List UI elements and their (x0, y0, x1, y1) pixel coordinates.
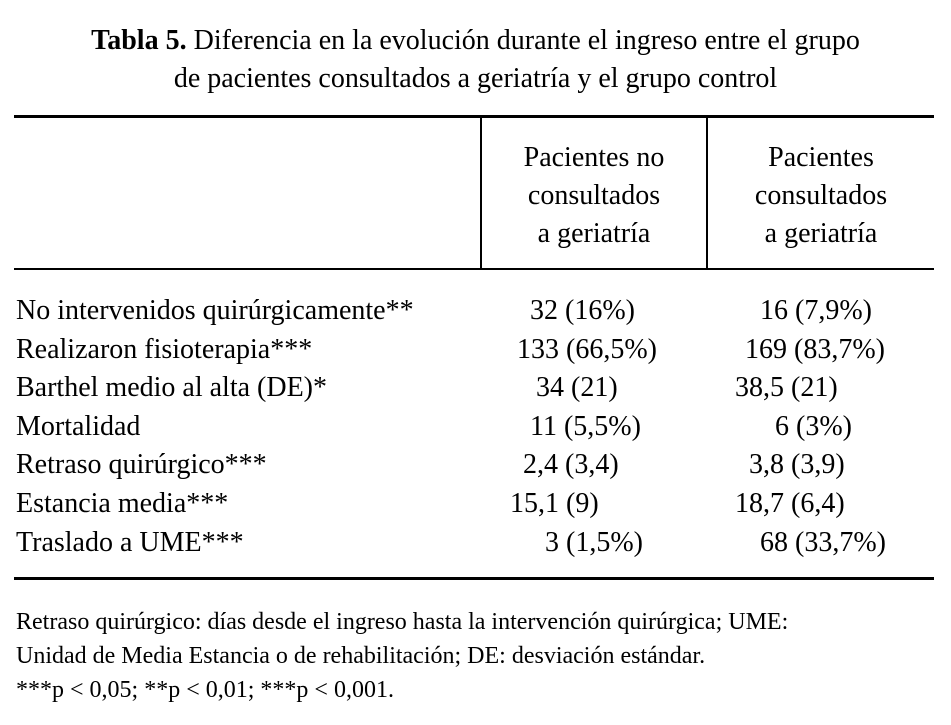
column-header-line: Pacientes (768, 142, 874, 173)
table-row (0, 524, 951, 563)
cell-consultados: 3,8 (3,9) (749, 449, 845, 481)
caption-line-1 (0, 22, 951, 60)
caption-title-part-1: Diferencia en la evolución durante el ingreso entre el grupo (193, 25, 860, 56)
footnote-line: ***p < 0,05; **p < 0,01; ***p < 0,001. (16, 677, 394, 703)
row-label: No intervenidos quirúrgicamente** (16, 295, 414, 326)
row-label: Barthel medio al alta (DE)* (16, 372, 327, 404)
footnote-line: Unidad de Media Estancia o de rehabilitación; DE: desviación estándar. (16, 643, 706, 669)
row-label: Mortalidad (16, 410, 141, 442)
cell-consultados: 6 (3%) (775, 410, 852, 442)
table-row (0, 331, 951, 370)
row-label: Retraso quirúrgico*** (16, 449, 267, 481)
cell-no-consultados: 2,4 (3,4) (523, 449, 619, 481)
cell-consultados: 16 (7,9%) (760, 295, 872, 326)
cell-consultados: 18,7 (6,4) (735, 487, 845, 519)
cell-consultados: 68 (33,7%) (760, 526, 886, 558)
column-header-line: a geriatría (537, 218, 651, 249)
header-bottom-rule (14, 268, 934, 270)
column-header-line: consultados (754, 180, 888, 211)
cell-no-consultados: 11 (5,5%) (530, 410, 641, 442)
table-footnotes (16, 605, 936, 707)
table-bottom-rule (14, 577, 934, 580)
row-label: Estancia media*** (16, 487, 229, 519)
table-row (0, 485, 951, 524)
table-row (0, 446, 951, 485)
cell-no-consultados: 34 (21) (536, 372, 618, 404)
column-header-line: consultados (527, 180, 661, 211)
column-header-line: Pacientes no (523, 142, 665, 173)
column-header-consultados (708, 139, 934, 253)
column-header-no-consultados (482, 139, 706, 253)
table-row (0, 408, 951, 447)
cell-no-consultados: 133 (66,5%) (517, 333, 657, 365)
caption-title-part-2: de pacientes consultados a geriatría y el grupo control (173, 63, 778, 94)
table-row (0, 292, 951, 331)
table-row (0, 369, 951, 408)
table-label: Tabla 5. (91, 25, 187, 56)
cell-consultados: 38,5 (21) (735, 372, 838, 404)
table-caption (0, 22, 951, 98)
cell-no-consultados: 3 (1,5%) (545, 526, 643, 558)
table-top-rule (14, 115, 934, 118)
cell-consultados: 169 (83,7%) (745, 333, 885, 365)
row-label: Traslado a UME*** (16, 526, 244, 558)
table-body (0, 292, 951, 562)
cell-no-consultados: 32 (16%) (530, 295, 635, 326)
cell-no-consultados: 15,1 (9) (510, 487, 599, 519)
footnote-line: Retraso quirúrgico: días desde el ingreso hasta la intervención quirúrgica; UME: (16, 609, 789, 635)
row-label: Realizaron fisioterapia*** (16, 333, 313, 365)
column-header-line: a geriatría (764, 218, 878, 249)
